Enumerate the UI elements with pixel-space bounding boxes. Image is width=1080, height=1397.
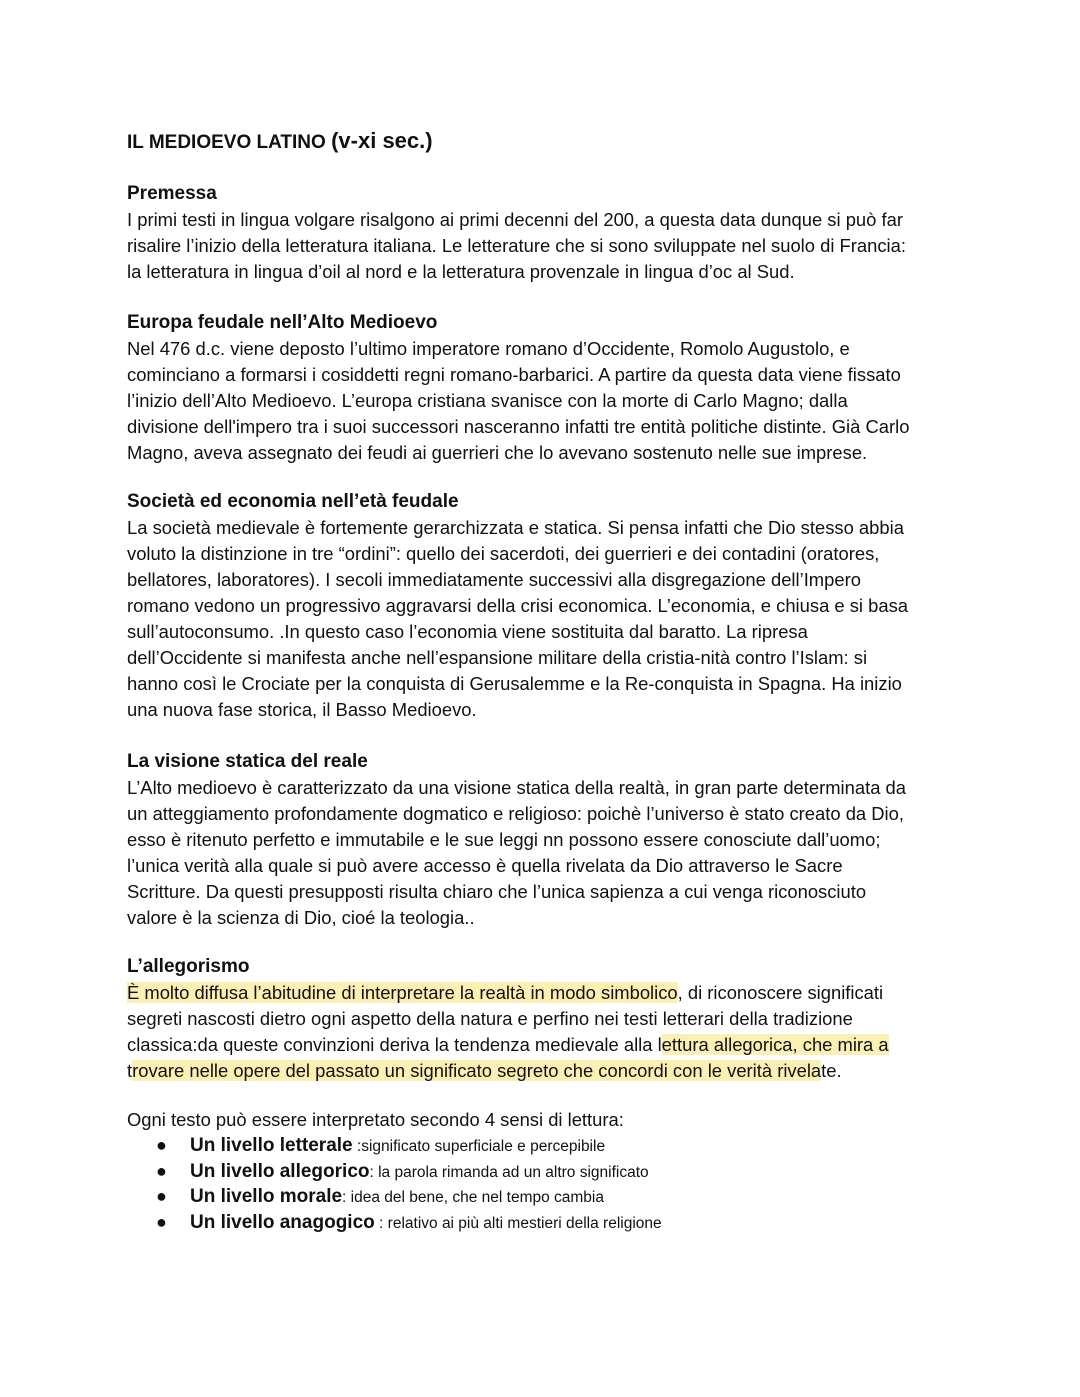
level-name: Un livello letterale: [190, 1135, 353, 1156]
list-item: [127, 1159, 957, 1185]
section-heading: Società ed economia nell’età feudale: [127, 491, 459, 512]
paragraph-line: valore è la scienza di Dio, cioé la teologia..: [127, 907, 475, 928]
paragraph-line: L’Alto medioevo è caratterizzato da una visione statica della realtà, in gran parte determinata da: [127, 777, 906, 798]
highlighted-text: rovare nelle opere del passato un significato segreto che concordi con le verità rivela: [132, 1060, 822, 1081]
list-item: [127, 1210, 957, 1236]
bullet-icon: ●: [156, 1186, 167, 1206]
highlighted-text: ettura allegorica, che mira a: [661, 1034, 889, 1055]
text-span: , di riconoscere significati: [677, 982, 884, 1003]
section-visione-statica: [127, 749, 957, 931]
level-description: : idea del bene, che nel tempo cambia: [342, 1189, 604, 1206]
title-period: (v-xi sec.): [331, 128, 433, 153]
section-heading: La visione statica del reale: [127, 751, 368, 772]
paragraph-line: segreti nascosti dietro ogni aspetto della natura e perfino nei testi letterari della tradizione: [127, 1008, 853, 1029]
level-description: : relativo ai più alti mestieri della religione: [374, 1214, 662, 1232]
paragraph-line: risalire l’inizio della letteratura italiana. Le letterature che si sono sviluppate nel suolo di Francia:: [127, 235, 906, 256]
paragraph-line: cominciano a formarsi i cosiddetti regni romano-barbarici. A partire da questa data viene fissato: [127, 364, 901, 385]
paragraph-line: [127, 980, 957, 1006]
bullet-icon: ●: [156, 1135, 167, 1155]
text-span: te.: [821, 1060, 842, 1081]
text-span: classica:da queste convinzioni deriva la tendenza medievale alla l: [127, 1034, 662, 1055]
paragraph-line: voluto la distinzione in tre “ordini”: quello dei sacerdoti, dei guerrieri e dei contadini (oratores,: [127, 543, 880, 564]
level-name: Un livello morale: [190, 1186, 343, 1207]
section-premessa: [127, 181, 957, 285]
section-heading: Premessa: [127, 183, 217, 204]
paragraph-line: esso è ritenuto perfetto e immutabile e le sue leggi nn possono essere conosciute dall’uomo;: [127, 829, 881, 850]
paragraph-line: romano vedono un progressivo aggravarsi della crisi economica. L’economia, e chiusa e si basa: [127, 595, 909, 616]
level-name: Un livello allegorico: [190, 1160, 370, 1182]
level-description: : la parola rimanda ad un altro significato: [369, 1163, 649, 1181]
paragraph-line: [127, 1058, 957, 1084]
paragraph-line: I primi testi in lingua volgare risalgono ai primi decenni del 200, a questa data dunque si può far: [127, 209, 903, 230]
senses-list: [127, 1133, 957, 1235]
paragraph-line: l’unica verità alla quale si può avere accesso è quella rivelata da Dio attraverso le Sacre: [127, 855, 843, 876]
document-title: [127, 128, 433, 154]
paragraph-line: l’inizio dell’Alto Medioevo. L’europa cristiana svanisce con la morte di Carlo Magno; dalla: [127, 390, 848, 411]
paragraph-line: Nel 476 d.c. viene deposto l’ultimo imperatore romano d’Occidente, Romolo Augustolo, e: [127, 338, 850, 359]
level-name: Un livello anagogico: [190, 1211, 375, 1233]
section-sensi-lettura: [127, 1107, 957, 1235]
paragraph-line: Scritture. Da questi presupposti risulta chiaro che l’unica sapienza a cui venga riconosciuto: [127, 881, 867, 902]
paragraph-line: sull’autoconsumo. .In questo caso l’economia viene sostituita dal baratto. La ripresa: [127, 621, 808, 642]
level-description: :significato superficiale e percepibile: [352, 1138, 606, 1155]
paragraph-line: un atteggiamento profondamente dogmatico e religioso: poichè l’universo è stato creato da Dio,: [127, 803, 904, 824]
paragraph-line: hanno così le Crociate per la conquista di Gerusalemme e la Re-conquista in Spagna. Ha inizio: [127, 673, 902, 694]
text-span: t: [127, 1060, 133, 1081]
paragraph-line: Ogni testo può essere interpretato secondo 4 sensi di lettura:: [127, 1109, 624, 1130]
section-heading: L’allegorismo: [127, 956, 250, 977]
paragraph-line: [127, 1032, 957, 1058]
section-heading: Europa feudale nell’Alto Medioevo: [127, 312, 438, 333]
highlighted-text: È molto diffusa l’abitudine di interpretare la realtà in modo simbolico: [127, 982, 678, 1003]
bullet-icon: ●: [156, 1211, 167, 1232]
paragraph-line: una nuova fase storica, il Basso Medioevo.: [127, 699, 477, 720]
paragraph-line: bellatores, laboratores). I secoli immediatamente successivi alla disgregazione dell’Impero: [127, 569, 861, 590]
paragraph-line: divisione dell'impero tra i suoi successori nasceranno infatti tre entità politiche distinte. Già Carlo: [127, 416, 910, 437]
section-allegorismo: [127, 954, 957, 1084]
list-item: [127, 1133, 957, 1159]
paragraph-line: la letteratura in lingua d’oil al nord e la letteratura provenzale in lingua d’oc al Sud.: [127, 261, 795, 282]
bullet-icon: ●: [156, 1160, 167, 1181]
paragraph-line: La società medievale è fortemente gerarchizzata e statica. Si pensa infatti che Dio stesso abbia: [127, 517, 904, 538]
section-europa-feudale: [127, 310, 957, 466]
section-societa-economia: [127, 489, 957, 723]
title-main: IL MEDIOEVO LATINO: [127, 132, 332, 153]
list-item: [127, 1184, 957, 1210]
paragraph-line: dell’Occidente si manifesta anche nell’espansione militare della cristia-nità contro l’Islam: si: [127, 647, 868, 668]
paragraph-line: Magno, aveva assegnato dei feudi ai guerrieri che lo avevano sostenuto nelle sue imprese.: [127, 442, 868, 463]
